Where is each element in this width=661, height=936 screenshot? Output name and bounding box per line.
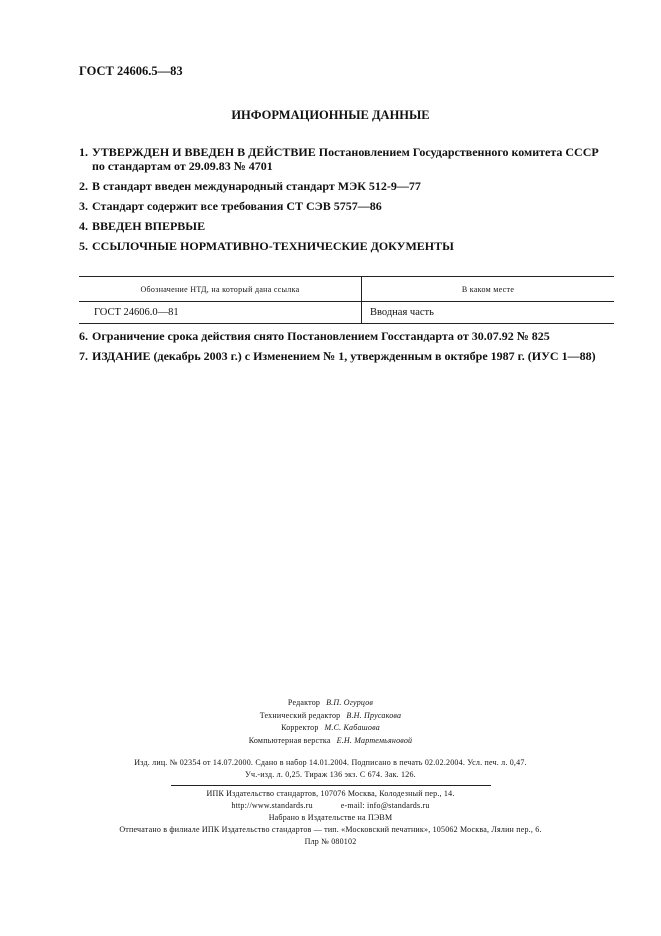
publisher-address: ИПК Издательство стандартов, 107076 Москва, Колодезный пер., 14. [206, 789, 455, 798]
item-text: ИЗДАНИЕ (декабрь 2003 г.) с Изменением № 1, утвержденным в октябре 1987 г. (ИУС 1—88) [92, 349, 596, 363]
credit-role: Корректор [281, 723, 319, 732]
item-number: 5. [79, 239, 88, 253]
table-header-row [79, 277, 614, 302]
item-number: 4. [79, 219, 88, 233]
credit-proofreader [0, 722, 661, 735]
publisher-email: e-mail: info@standards.ru [340, 801, 430, 810]
page-title: ИНФОРМАЦИОННЫЕ ДАННЫЕ [231, 108, 430, 122]
info-item-5 [79, 239, 614, 253]
credit-name: В.П. Огурцов [326, 698, 374, 707]
printed-info: Отпечатано в филиале ИПК Издательство стандартов — тип. «Московский печатник», 105062 Москва, Лялин пер., 6. [119, 825, 542, 834]
credit-name: Е.Н. Мартемьяновой [336, 735, 413, 745]
credit-layout [0, 735, 661, 748]
info-item-3 [79, 199, 614, 213]
info-item-7 [79, 349, 639, 363]
item-number: 2. [79, 179, 88, 193]
license-line-1: Изд. лиц. № 02354 от 14.07.2000. Сдано в набор 14.01.2004. Подписано в печать 02.02.2004. Усл. печ. л. 0,47. [134, 758, 527, 767]
item-number: 1. [79, 145, 88, 159]
item-number: 7. [79, 349, 88, 363]
publisher-website: http://www.standards.ru [231, 801, 313, 810]
table-cell-designation: ГОСТ 24606.0—81 [79, 302, 362, 324]
info-item-4 [79, 219, 614, 233]
credit-role: Технический редактор [259, 710, 341, 720]
column-header-designation: Обозначение НТД, на который дана ссылка [79, 277, 362, 302]
item-text: ВВЕДЕН ВПЕРВЫЕ [92, 219, 206, 233]
reference-documents-table [79, 276, 614, 324]
credit-name: В.Н. Прусакова [346, 710, 402, 720]
document-code: ГОСТ 24606.5—83 [79, 64, 183, 78]
item-number: 3. [79, 199, 88, 213]
item-text: В стандарт введен международный стандарт МЭК 512-9—77 [92, 179, 421, 193]
item-text: Стандарт содержит все требования СТ СЭВ 5757—86 [92, 199, 382, 213]
item-text: УТВЕРЖДЕН И ВВЕДЕН В ДЕЙСТВИЕ Постановлением Государственного комитета СССР по стандартам от 29.09.83 № 4701 [92, 145, 599, 173]
info-item-1 [79, 145, 614, 173]
license-info [0, 757, 661, 781]
info-items-list [79, 145, 614, 259]
table-cell-location: Вводная часть [362, 302, 615, 324]
info-items-list-continued [79, 329, 639, 369]
credit-technical-editor [0, 710, 661, 723]
info-item-2 [79, 179, 614, 193]
credit-editor [0, 697, 661, 710]
imprint-block [0, 697, 661, 848]
item-text: Ограничение срока действия снято Постановлением Госстандарта от 30.07.92 № 825 [92, 329, 550, 343]
table-row [79, 302, 614, 324]
credit-role: Редактор [287, 698, 321, 707]
plr-number: Плр № 080102 [304, 837, 357, 846]
publisher-info [0, 788, 661, 848]
info-item-6 [79, 329, 639, 343]
item-text: ССЫЛОЧНЫЕ НОРМАТИВНО-ТЕХНИЧЕСКИЕ ДОКУМЕНТЫ [92, 239, 454, 253]
column-header-location: В каком месте [362, 277, 615, 302]
typeset-info: Набрано в Издательстве на ПЭВМ [268, 813, 393, 822]
credit-role: Компьютерная верстка [248, 735, 331, 745]
credit-name: М.С. Кабашова [324, 723, 380, 732]
item-number: 6. [79, 329, 88, 343]
imprint-divider [171, 785, 491, 786]
publisher-contacts [0, 800, 661, 812]
license-line-2: Уч.-изд. л. 0,25. Тираж 136 экз. С 674. Зак. 126. [245, 770, 416, 779]
